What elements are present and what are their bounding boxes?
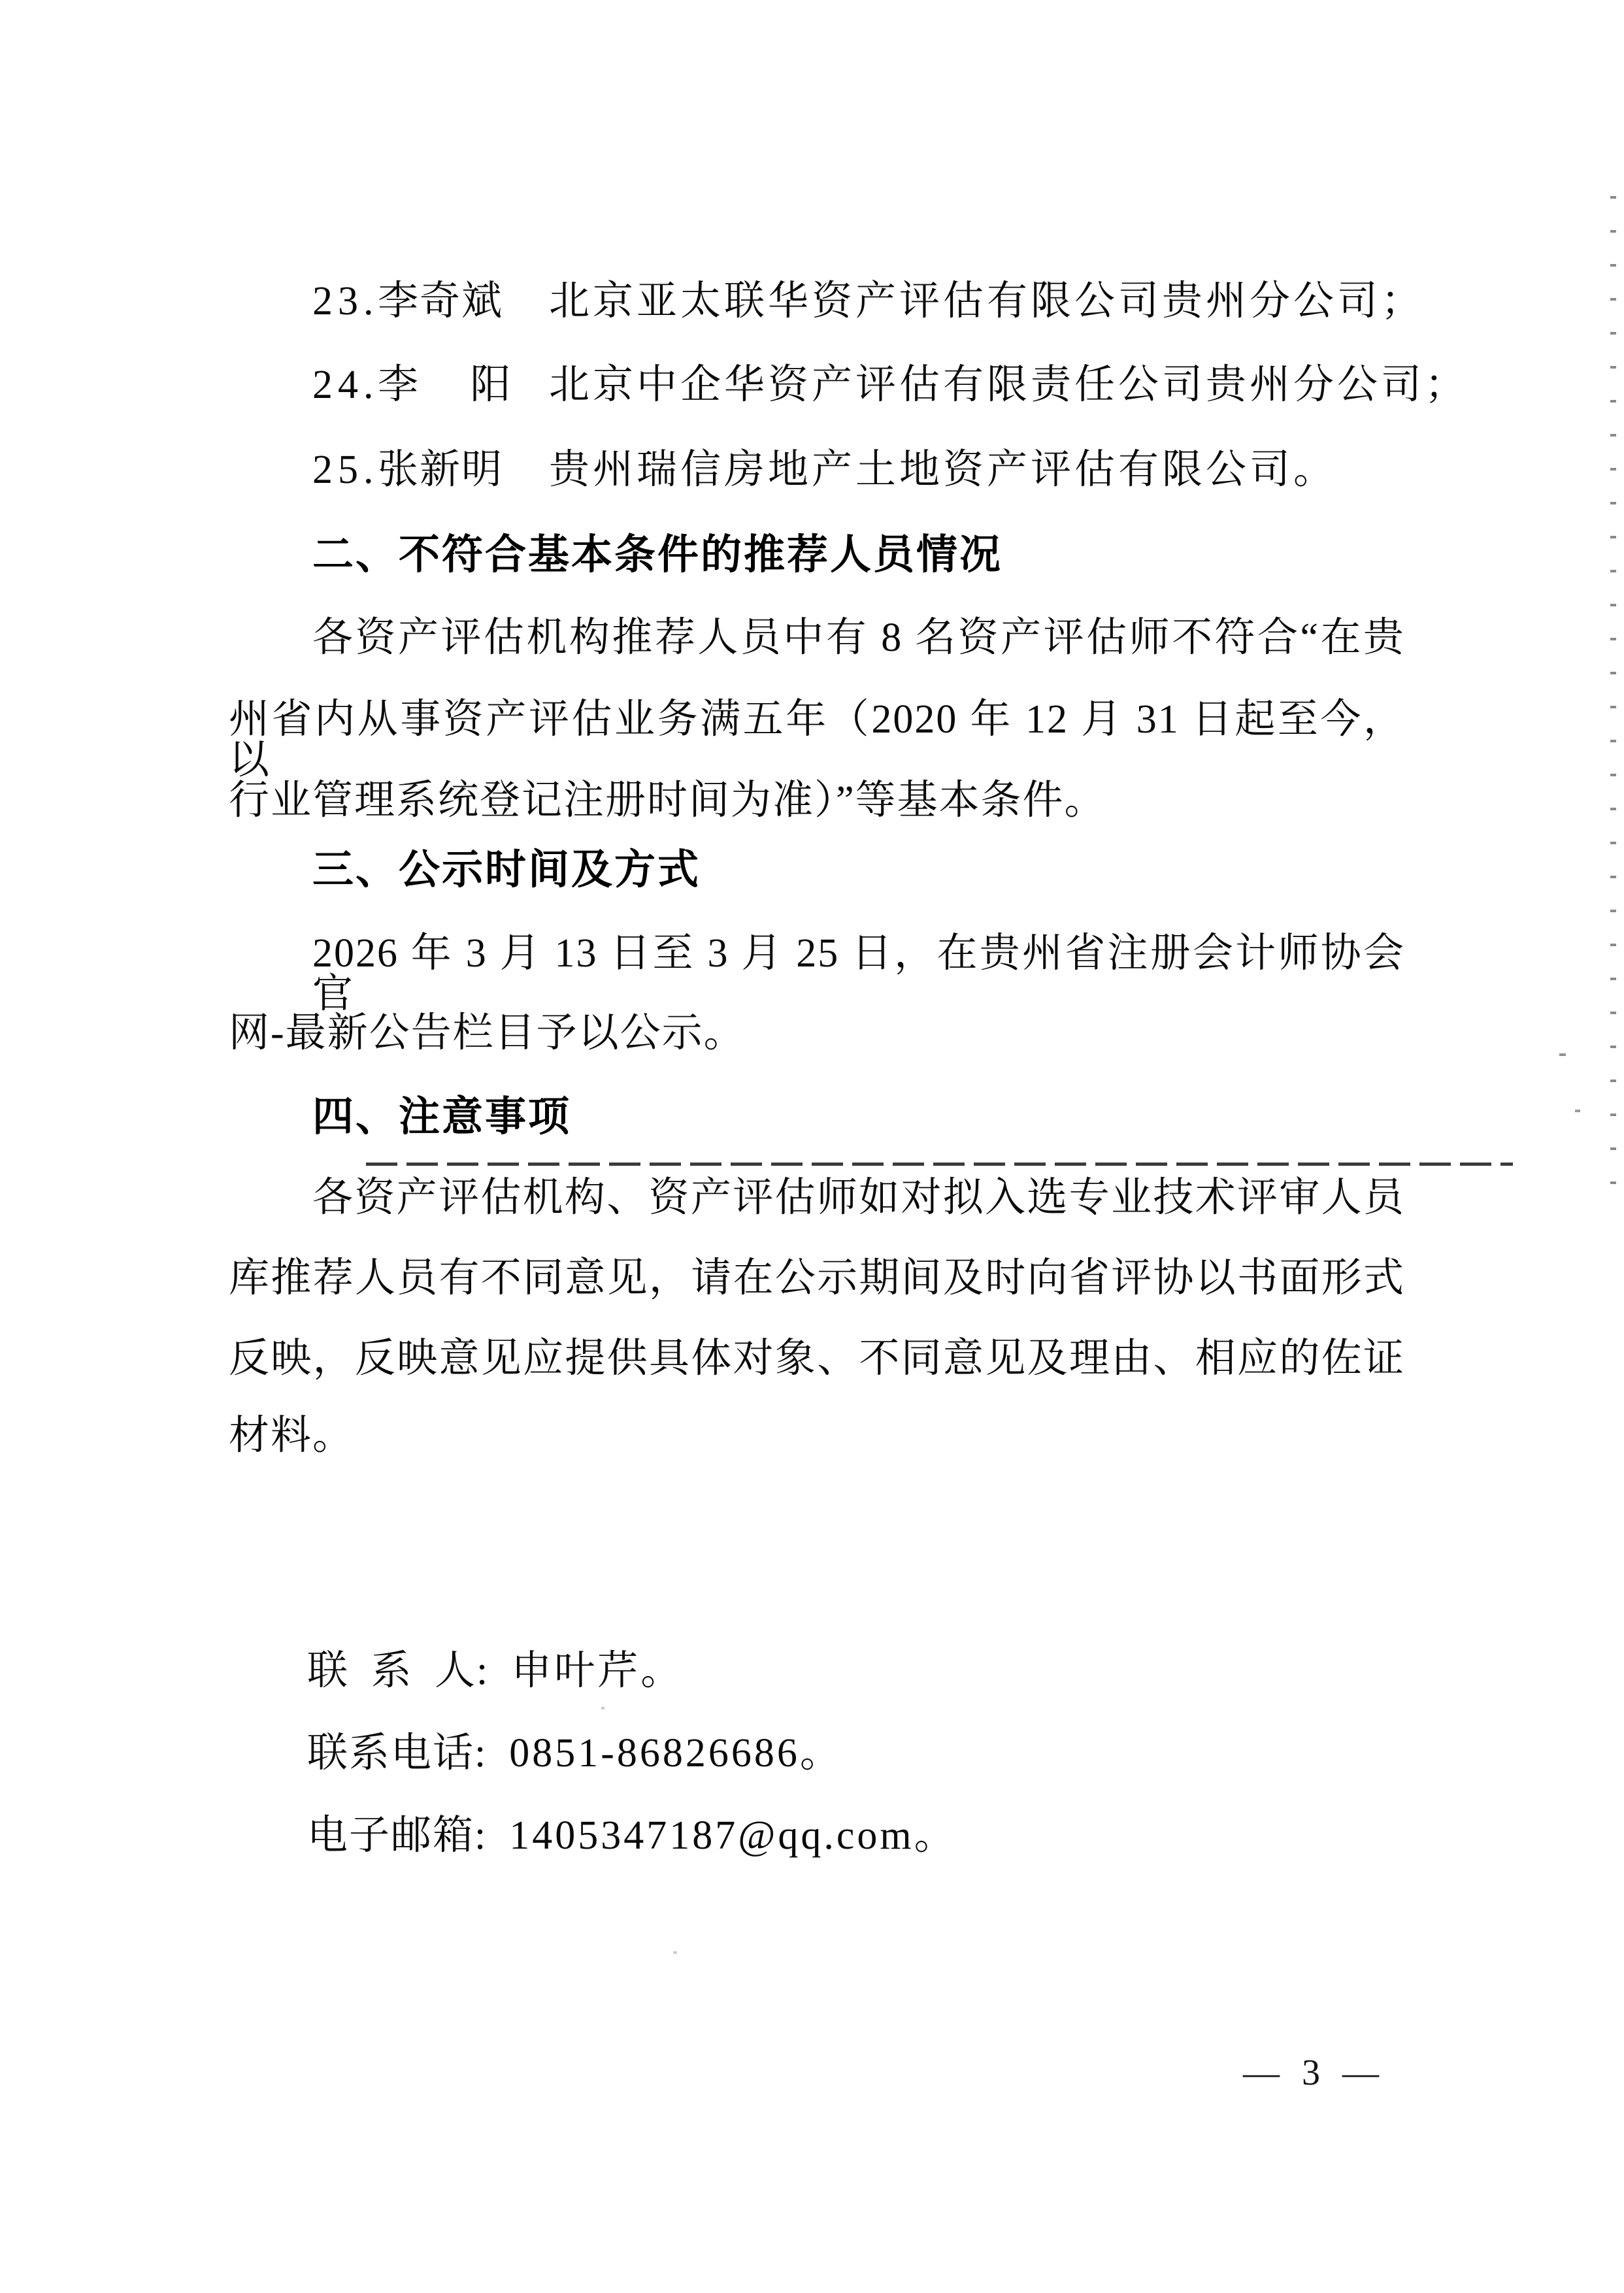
paragraph-line: 网-最新公告栏目予以公示。	[229, 1011, 746, 1055]
section-heading-3: 三、公示时间及方式	[312, 847, 701, 893]
contact-email-line	[307, 1815, 957, 1856]
list-item-number: 25.	[312, 448, 379, 492]
scan-edge-noise	[1610, 196, 1616, 1199]
paragraph-line: 各资产评估机构、资产评估师如对拟入选专业技术评审人员	[312, 1176, 1405, 1220]
list-item-name: 张新明	[378, 448, 504, 492]
scan-artifact-line	[366, 1163, 1513, 1166]
paragraph-line: 库推荐人员有不同意见，请在公示期间及时向省评协以书面形式	[229, 1256, 1405, 1300]
contact-person-label: 联 系 人:	[307, 1649, 489, 1693]
contact-person-line	[307, 1651, 684, 1691]
section-heading-4: 四、注意事项	[312, 1094, 571, 1140]
contact-phone-label: 联系电话:	[307, 1731, 488, 1775]
scan-speck	[673, 1951, 677, 1954]
list-item-name: 李奇斌	[378, 279, 504, 323]
contact-email-value: 1405347187@qq.com。	[509, 1813, 957, 1858]
paragraph-line: 2026 年 3 月 13 日至 3 月 25 日，在贵州省注册会计师协会官	[312, 931, 1405, 1016]
page-number: — 3 —	[1243, 2053, 1385, 2093]
paragraph-line: 材料。	[229, 1413, 355, 1458]
list-item-organization: 北京亚太联华资产评估有限公司贵州分公司；	[549, 279, 1425, 323]
list-item-number: 24.	[312, 363, 379, 407]
contact-phone-value: 0851-86826686。	[509, 1731, 843, 1775]
contact-phone-line	[307, 1733, 843, 1773]
scan-speck	[601, 1707, 605, 1709]
list-item-number: 23.	[312, 279, 379, 323]
list-item-name: 李 阳	[378, 363, 512, 407]
list-item	[312, 281, 1425, 322]
scan-speck	[1559, 1053, 1566, 1056]
section-heading-2: 二、不符合基本条件的推荐人员情况	[312, 532, 1003, 578]
list-item	[312, 365, 1468, 405]
contact-person-value: 申叶芹。	[511, 1649, 684, 1693]
paragraph-line: 各资产评估机构推荐人员中有 8 名资产评估师不符合“在贵	[312, 616, 1405, 660]
paragraph-line: 反映，反映意见应提供具体对象、不同意见及理由、相应的佐证	[229, 1336, 1405, 1381]
scan-speck	[1575, 1110, 1580, 1112]
paragraph-line: 州省内从事资产评估业务满五年（2020 年 12 月 31 日起至今，以	[229, 697, 1405, 782]
paragraph-line: 行业管理系统登记注册时间为准）”等基本条件。	[229, 778, 1106, 823]
contact-email-label: 电子邮箱:	[307, 1813, 488, 1858]
list-item-organization: 贵州瑞信房地产土地资产评估有限公司。	[549, 448, 1338, 492]
list-item-organization: 北京中企华资产评估有限责任公司贵州分公司；	[549, 363, 1469, 407]
list-item	[312, 450, 1337, 490]
